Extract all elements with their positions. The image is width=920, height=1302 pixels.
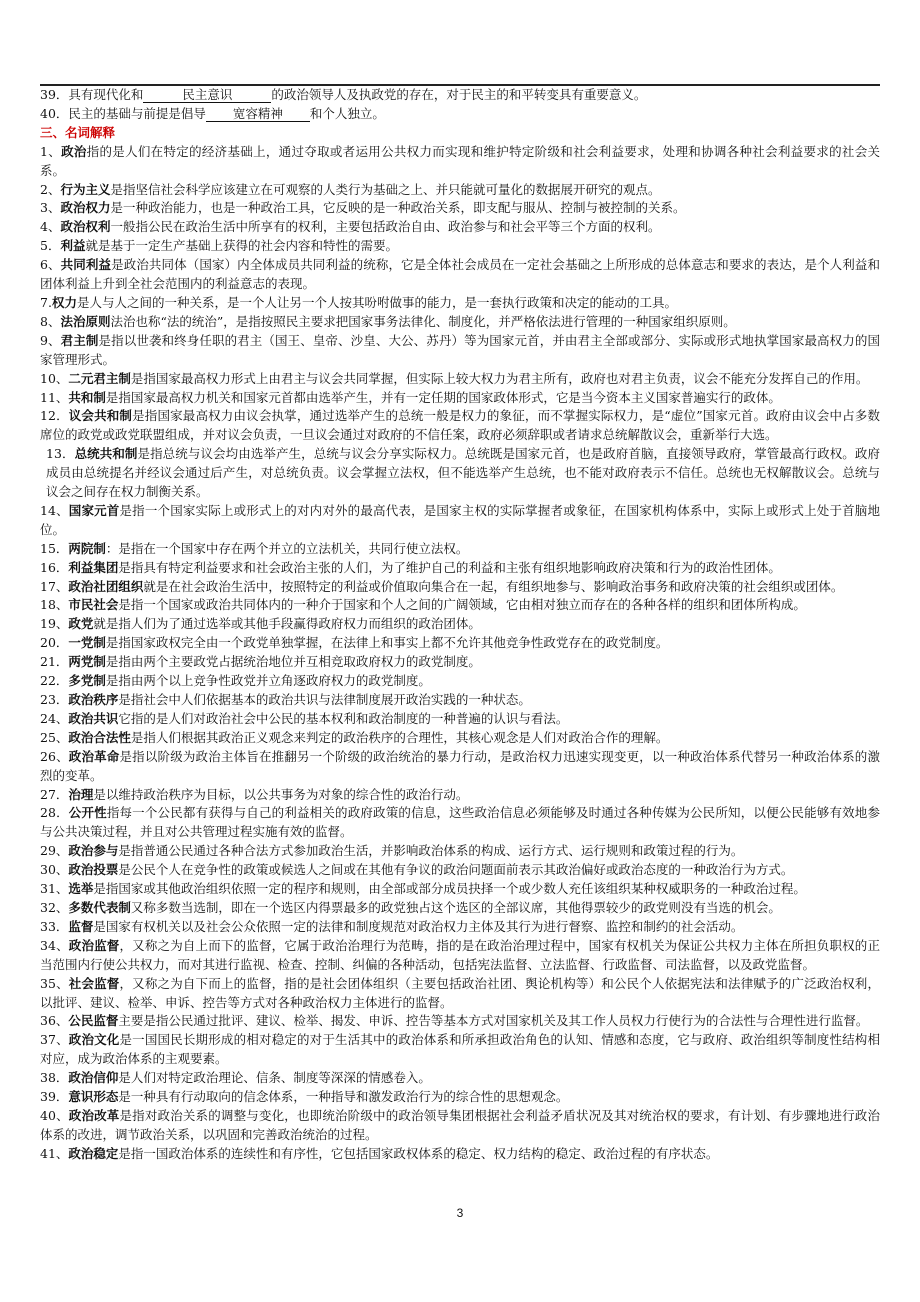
term-name: 治理 [68, 786, 94, 802]
term-definition: 是指国家最高权力机关和国家元首都由选举产生，并有一定任期的国家政体形式，它是当今资本主义国家普遍实行的政体。 [105, 389, 781, 405]
definition-item [40, 199, 880, 218]
definition-item [40, 653, 880, 672]
term-definition: 指每一个公民都有获得与自己的利益相关的政府政策的信息，这些政治信息必须能够及时通过各种传媒为公民所知，以便公民能够有效地参与公共决策过程，并且对公共管理过程实施有效的监督。 [40, 805, 880, 840]
term-name: 政治权利 [60, 219, 111, 235]
item-number: 19、 [40, 616, 69, 632]
item-number: 3、 [40, 200, 61, 216]
term-name: 政治秩序 [68, 692, 119, 707]
definition-item [40, 615, 880, 634]
item-number: 4、 [40, 219, 61, 235]
document-body [40, 86, 880, 1164]
term-name: 两院制 [68, 540, 106, 556]
definition-item [40, 786, 880, 805]
term-name: 多数代表制 [68, 899, 131, 915]
item-number: 21． [40, 654, 69, 670]
term-name: 选举 [68, 881, 94, 897]
definition-item [40, 1145, 880, 1164]
item-number: 40、 [40, 1107, 69, 1123]
term-name: 市民社会 [68, 597, 119, 613]
item-number: 1、 [40, 143, 62, 159]
item-number: 18、 [40, 597, 69, 613]
term-name: 政治信仰 [68, 1070, 119, 1086]
fill-text-before: 具有现代化和 [68, 87, 144, 102]
term-name: 一党制 [68, 635, 106, 651]
definition-item [40, 804, 880, 842]
definition-item [40, 370, 880, 389]
item-number: 41、 [40, 1145, 69, 1161]
term-name: 共同利益 [60, 257, 112, 273]
definition-item [40, 502, 880, 540]
term-name: 政治监督 [68, 937, 120, 953]
term-definition: 是一种政治能力，也是一种政治工具，它反映的是一种政治关系，即支配与服从、控制与被控制的关系。 [110, 200, 686, 216]
item-number: 7. [40, 294, 52, 310]
definition-item [40, 1031, 880, 1069]
item-number: 2、 [40, 181, 61, 197]
item-number: 40． [40, 105, 69, 121]
definition-item [40, 596, 880, 615]
definition-item [40, 710, 880, 729]
term-definition: 是以维持政治秩序为目标，以公共事务为对象的综合性的政治行动。 [93, 786, 469, 802]
definition-item [40, 218, 880, 237]
term-definition: ，又称之为自上而下的监督，它属于政治治理行为范畴，指的是在政治治理过程中，国家有权机关为保证公共权力主体在所担负职权的正当范围内行使公共权力，而对其进行监视、检查、控制、纠偏的各种活动，包括宪法监督、立法监督、行政监督、司法监督，以及政党监督。 [40, 937, 880, 972]
term-name: 二元君主制 [68, 370, 131, 386]
item-number: 5． [40, 238, 61, 254]
term-name: 多党制 [68, 673, 106, 689]
item-number: 14、 [40, 502, 69, 518]
definition-item [40, 880, 880, 899]
term-name: 议会共和制 [68, 408, 133, 424]
definition-item [40, 1012, 880, 1031]
fill-blank-answer: 宽容精神 [206, 106, 310, 122]
term-name: 政治权力 [60, 200, 111, 216]
term-definition: 是指一个国家或政治共同体内的一种介于国家和个人之间的广阔领域，它由相对独立而存在的各种各样的组织和团体所构成。 [118, 597, 806, 613]
fill-text-before: 民主的基础与前提是倡导 [68, 105, 206, 121]
definition-item [40, 975, 880, 1013]
definition-item [40, 389, 880, 408]
item-number: 25、 [40, 729, 69, 745]
definition-item [40, 748, 880, 786]
term-definition: 是指国家政权完全由一个政党单独掌握，在法律上和事实上都不允许其他竞争性政党存在的政党制度。 [105, 635, 669, 651]
item-number: 28． [40, 805, 69, 821]
term-name: 政治改革 [68, 1107, 120, 1123]
term-name: 国家元首 [68, 502, 120, 518]
definition-item [40, 143, 880, 181]
item-number: 32、 [40, 899, 69, 915]
item-number: 11、 [40, 389, 69, 405]
term-definition: 就是指人们为了通过选举或其他手段赢得政府权力而组织的政治团体。 [93, 616, 481, 632]
item-number: 38． [40, 1070, 69, 1086]
definition-item [40, 181, 880, 200]
item-number: 16． [40, 559, 69, 575]
term-name: 政治社团组织 [68, 578, 144, 594]
definition-item [40, 559, 880, 578]
term-definition: 是指人们根据其政治正义观念来判定的政治秩序的合理性，其核心观念是人们对政治合作的理解。 [130, 729, 669, 745]
term-definition: 是指国家最高权力由议会执掌，通过选举产生的总统一般是权力的象征，而不掌握实际权力，是“虚位”国家元首。政府由议会中占多数席位的政党或政党联盟组成，并对议会负责，一旦议会通过对政府的不信任案，政府必须辞职或者请求总统解散议会，重新举行大选。 [40, 408, 880, 443]
item-number: 31、 [40, 881, 69, 897]
term-definition: 是指由两个主要政党占据统治地位并互相竞取政府权力的政党制度。 [105, 654, 481, 670]
term-definition: 一般指公民在政治生活中所享有的权利，主要包括政治自由、政治参与和社会平等三个方面的权利。 [110, 219, 661, 235]
definition-item [40, 1107, 880, 1145]
fill-in-39 [40, 86, 880, 105]
term-name: 政治参与 [68, 843, 119, 859]
term-name: 意识形态 [68, 1089, 119, 1105]
definition-item [40, 899, 880, 918]
term-definition: 是政治共同体（国家）内全体成员共同利益的统称，它是全体社会成员在一定社会基础之上所形成的总体意志和要求的表达，是个人利益和团体利益上升到全社会范围内的利益意志的表现。 [40, 257, 880, 292]
term-name: 公开性 [68, 805, 107, 821]
item-number: 23． [40, 692, 69, 707]
term-definition: 是一种具有行动取向的信念体系，一种指导和激发政治行为的综合性的思想观念。 [118, 1089, 569, 1105]
item-number: 39． [40, 1089, 69, 1105]
fill-in-40 [40, 105, 880, 124]
term-definition: 是指坚信社会科学应该建立在可观察的人类行为基础之上、并只能就可量化的数据展开研究的观点。 [110, 181, 661, 197]
item-number: 8、 [40, 313, 61, 329]
item-number: 22． [40, 673, 69, 689]
page-number: 3 [456, 1206, 464, 1220]
term-name: 公民监督 [68, 1013, 119, 1029]
item-number: 30、 [40, 862, 69, 878]
term-name: 共和制 [68, 389, 106, 405]
item-number: 15． [40, 540, 69, 556]
definition-list [40, 143, 880, 1164]
definition-item [40, 294, 880, 313]
fill-text-after: 的政治领导人及执政党的存在，对于民主的和平转变具有重要意义。 [271, 87, 647, 102]
term-name: 法治原则 [60, 313, 111, 329]
term-definition: 是指总统与议会均由选举产生，总统与议会分享实际权力。总统既是国家元首，也是政府首脑，直接领导政府，掌管最高行政权。政府成员由总统提名并经议会通过后产生，对总统负责。议会掌握立法权，但不能选举产生总统，也不能对政府表示不信任。总统也无权解散议会。总统与议会之间存在权力制衡关系。 [46, 446, 880, 500]
definition-item [40, 1088, 880, 1107]
term-name: 政治文化 [68, 1032, 120, 1048]
item-number: 24、 [40, 710, 69, 726]
item-number: 12． [40, 408, 69, 424]
term-definition: 是国家有权机关以及社会公众依照一定的法律和制度规范对政治权力主体及其行为进行督察、监控和制约的社会活动。 [93, 918, 744, 934]
term-definition: 是指一国政治体系的连续性和有序性，它包括国家政权体系的稳定、权力结构的稳定、政治过程的有序状态。 [118, 1145, 719, 1161]
item-number: 36、 [40, 1013, 69, 1029]
definition-item [40, 1069, 880, 1088]
term-definition: 是指具有特定利益要求和社会政治主张的人们，为了维护自己的利益和主张有组织地影响政府决策和行为的政治性团体。 [118, 559, 781, 575]
term-name: 总统共和制 [74, 446, 138, 462]
term-name: 两党制 [68, 654, 106, 670]
item-number: 6、 [40, 257, 61, 273]
term-definition: 法治也称“法的统治”，是指按照民主要求把国家事务法律化、制度化，并严格依法进行管理的一种国家组织原则。 [110, 313, 736, 329]
item-number: 35、 [40, 975, 69, 991]
item-number: 20． [40, 635, 69, 651]
definition-item [40, 445, 880, 502]
term-name: 政治 [61, 143, 87, 159]
term-definition: 是指国家最高权力形式上由君主与议会共同掌握，但实际上较大权力为君主所有，政府也对君主负责，议会不能充分发挥自己的作用。 [130, 370, 869, 386]
term-definition: ，又称之为自下而上的监督，指的是社会团体组织（主要包括政治社团、舆论机构等）和公民个人依据宪法和法律赋予的广泛政治权利，以批评、建议、检举、申诉、控告等方式对各种政治权力主体进行的监督。 [40, 975, 880, 1010]
definition-item [40, 861, 880, 880]
term-definition: ：是指在一个国家中存在两个并立的立法机关，共同行使立法权。 [105, 540, 469, 556]
term-definition: 是人们对特定政治理论、信条、制度等深深的情感卷入。 [118, 1070, 431, 1086]
term-name: 政治革命 [68, 748, 120, 764]
definition-item [40, 691, 880, 710]
term-name: 行为主义 [60, 181, 111, 197]
definition-item [40, 578, 880, 597]
item-number: 37、 [40, 1032, 69, 1048]
term-definition: 是指对政治关系的调整与变化，也即统治阶级中的政治领导集团根据社会利益矛盾状况及其对统治权的要求，有计划、有步骤地进行政治体系的改进，调节政治关系，以巩固和完善政治统治的过程。 [40, 1107, 880, 1142]
term-definition: 主要是指公民通过批评、建议、检举、揭发、申诉、控告等基本方式对国家机关及其工作人员权力行使行为的合法性与合理性进行监督。 [118, 1013, 869, 1029]
term-name: 政治稳定 [68, 1145, 119, 1161]
term-name: 社会监督 [68, 975, 120, 991]
definition-item [40, 407, 880, 445]
item-number: 29、 [40, 843, 69, 859]
item-number: 9、 [40, 332, 61, 348]
item-number: 27． [40, 786, 69, 802]
item-number: 26、 [40, 748, 69, 764]
term-definition: 是一国国民长期形成的相对稳定的对于生活其中的政治体系和所承担政治角色的认知、情感和态度，它与政府、政治组织等制度性结构相对应，成为政治体系的主观要素。 [40, 1032, 880, 1067]
term-definition: 是公民个人在竞争性的政策或候选人之间或在其他有争议的政治问题面前表示其政治偏好或政治态度的一种政治行为方式。 [118, 862, 794, 878]
definition-item [40, 634, 880, 653]
item-number: 33． [40, 918, 69, 934]
term-definition: 是指一个国家实际上或形式上的对内对外的最高代表，是国家主权的实际掌握者或象征，在国家机构体系中，实际上或形式上处于首脑地位。 [40, 502, 880, 537]
definition-item [40, 672, 880, 691]
term-name: 君主制 [60, 332, 99, 348]
definition-item [40, 313, 880, 332]
definition-item [40, 332, 880, 370]
term-definition: 是指以世袭和终身任职的君主（国王、皇帝、沙皇、大公、苏丹）等为国家元首，并由君主全部或部分、实际或形式地执掌国家最高权力的国家管理形式。 [40, 332, 880, 367]
term-name: 政治投票 [68, 862, 119, 878]
item-number: 34、 [40, 937, 69, 953]
term-name: 监督 [68, 918, 94, 934]
term-name: 利益 [60, 238, 86, 254]
item-number: 39． [40, 87, 69, 102]
term-name: 权力 [51, 294, 77, 310]
definition-item [40, 918, 880, 937]
definition-item [40, 540, 880, 559]
term-name: 政党 [68, 616, 94, 632]
fill-blank-answer: 民主意识 [143, 87, 271, 103]
term-definition: 指的是人们在特定的经济基础上，通过夺取或者运用公共权力而实现和维护特定阶级和社会利益要求，处理和协调各种社会利益要求的社会关系。 [40, 143, 880, 178]
item-number: 17、 [40, 578, 69, 594]
item-number: 10、 [40, 370, 69, 386]
term-definition: 是指以阶级为政治主体旨在推翻另一个阶级的政治统治的暴力行动，是政治权力迅速实现变更，以一种政治体系代替另一种政治体系的激烈的变革。 [40, 748, 880, 783]
term-definition: 是指普通公民通过各种合法方式参加政治生活，并影响政治体系的构成、运行方式、运行规则和政策过程的行为。 [118, 843, 744, 859]
definition-item [40, 237, 880, 256]
definition-item [40, 937, 880, 975]
fill-text-after: 和个人独立。 [309, 105, 385, 121]
definition-item [40, 729, 880, 748]
term-definition: 又称多数当选制，即在一个选区内得票最多的政党独占这个选区的全部议席，其他得票较少的政党则没有当选的机会。 [130, 899, 781, 915]
definition-item [40, 256, 880, 294]
term-definition: 是人与人之间的一种关系，是一个人让另一个人按其吩咐做事的能力，是一套执行政策和决定的能动的工具。 [76, 294, 677, 310]
section-title: 三、名词解释 [40, 124, 116, 140]
term-definition: 是指社会中人们依据基本的政治共识与法律制度展开政治实践的一种状态。 [118, 692, 531, 707]
term-definition: 它指的是人们对政治社会中公民的基本权利和政治制度的一种普遍的认识与看法。 [118, 710, 569, 726]
term-definition: 是指国家或其他政治组织依照一定的程序和规则，由全部或部分成员抉择一个或少数人充任该组织某种权威职务的一种政治过程。 [93, 881, 806, 897]
item-number: 13． [46, 446, 75, 462]
term-definition: 就是在社会政治生活中，按照特定的利益或价值取向集合在一起，有组织地参与、影响政治事务和政府决策的社会组织或团体。 [143, 578, 844, 594]
definition-item [40, 842, 880, 861]
term-name: 政治共识 [68, 710, 119, 726]
term-definition: 是指由两个以上竞争性政党并立角逐政府权力的政党制度。 [105, 673, 431, 689]
term-name: 利益集团 [68, 559, 119, 575]
term-definition: 就是基于一定生产基础上获得的社会内容和特性的需要。 [85, 238, 398, 254]
term-name: 政治合法性 [68, 729, 131, 745]
